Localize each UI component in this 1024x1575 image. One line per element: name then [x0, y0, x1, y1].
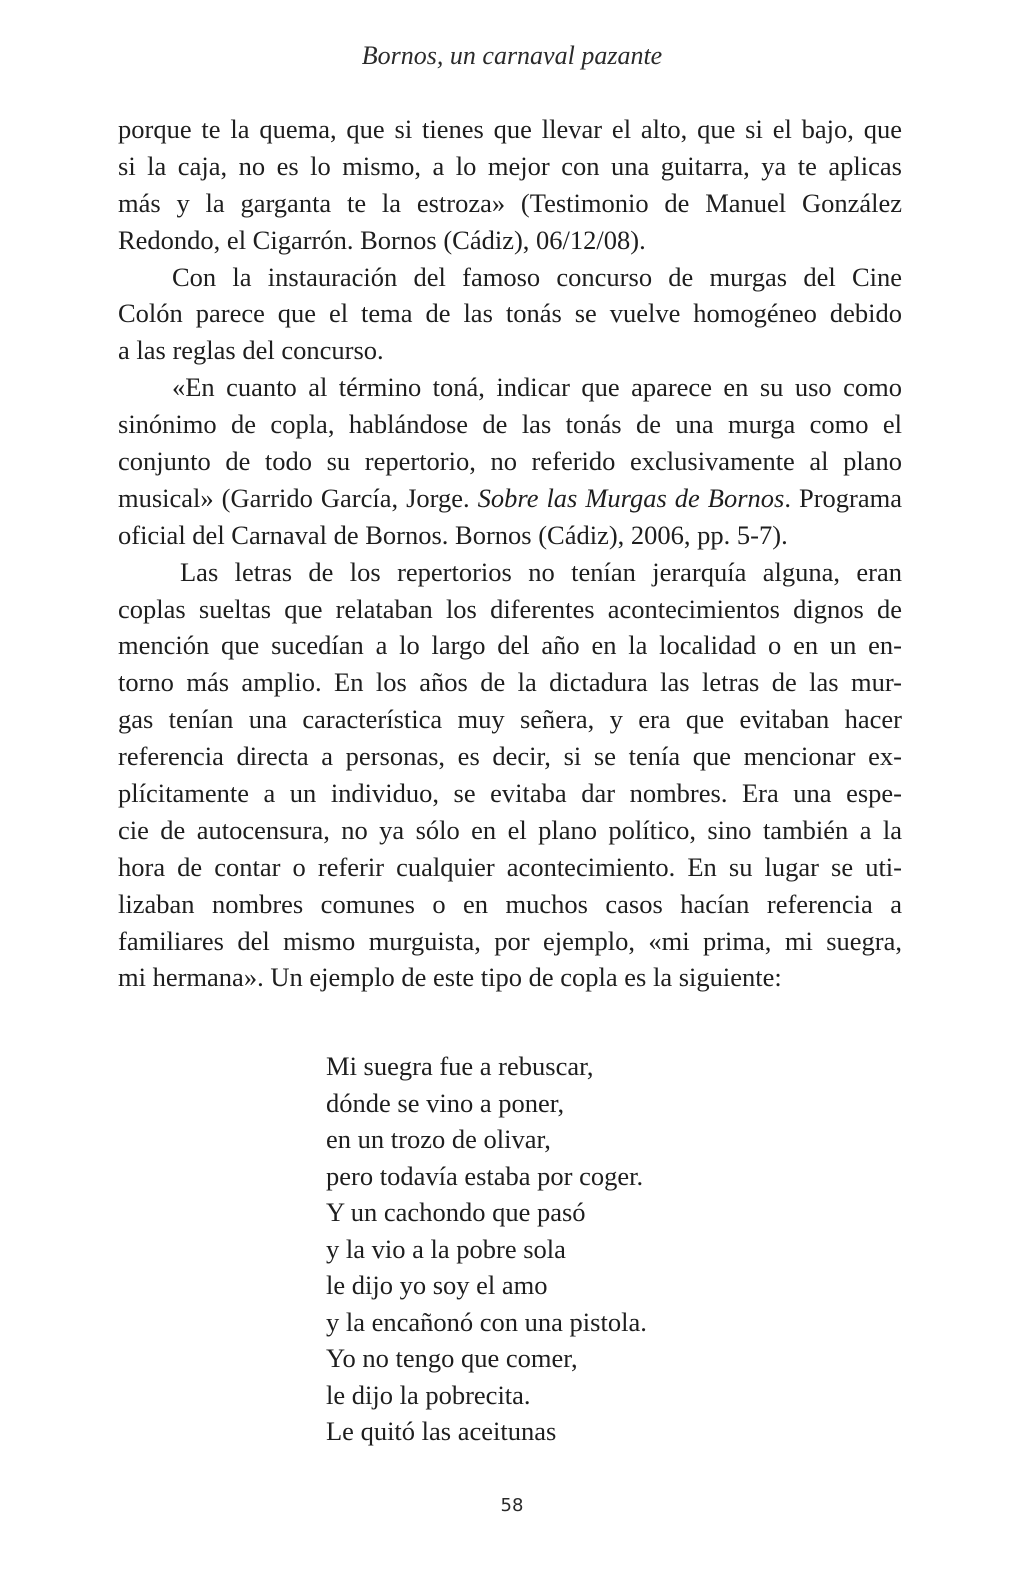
- text-line: porque te la quema, que si tienes que llevar el alto, que si el bajo, que: [118, 114, 902, 144]
- verse-line: y la encañonó con una pistola.: [326, 1306, 647, 1337]
- verse-line: en un trozo de olivar,: [326, 1124, 551, 1154]
- paragraph-2: [118, 259, 902, 370]
- verse-line: dónde se vino a poner,: [326, 1087, 565, 1118]
- text-line: referencia directa a personas, es decir, si se tenía que mencionar ex-: [118, 741, 902, 772]
- text-line: Colón parece que el tema de las tonás se vuelve homogéneo debido: [118, 298, 902, 329]
- text-line: más y la garganta te la estroza» (Testimonio de Manuel González: [118, 187, 902, 218]
- text-line: Redondo, el Cigarrón. Bornos (Cádiz), 06/12/08).: [118, 224, 646, 255]
- text-line: coplas sueltas que relataban los diferentes acontecimientos dignos de: [118, 593, 902, 624]
- paragraph-3: [118, 369, 902, 553]
- verse-line: Mi suegra fue a rebuscar,: [326, 1051, 594, 1081]
- text-line: conjunto de todo su repertorio, no referido exclusivamente al plano: [118, 446, 902, 477]
- page-number: 58: [500, 1495, 524, 1516]
- verse-line: Le quitó las aceitunas: [326, 1416, 557, 1446]
- copla-verse-block: [326, 1048, 647, 1450]
- text-line: plícitamente a un individuo, se evitaba dar nombres. Era una espe-: [118, 778, 902, 809]
- verse-line: le dijo la pobrecita.: [326, 1379, 531, 1410]
- text-line: sinónimo de copla, hablándose de las tonás de una murga como el: [118, 409, 902, 440]
- running-header: Bornos, un carnaval pazante: [361, 41, 663, 70]
- verse-line: Y un cachondo que pasó: [326, 1197, 586, 1227]
- text-line: hora de contar o referir cualquier acontecimiento. En su lugar se uti-: [118, 851, 902, 882]
- verse-line: le dijo yo soy el amo: [326, 1270, 548, 1300]
- text-line: gas tenían una característica muy señera, y era que evitaban hacer: [118, 704, 902, 735]
- verse-line: pero todavía estaba por coger.: [326, 1160, 644, 1191]
- text-line: mi hermana». Un ejemplo de este tipo de copla es la siguiente:: [118, 962, 782, 993]
- cited-work-title: Sobre las Murgas de Bornos: [477, 482, 785, 513]
- text-line: torno más amplio. En los años de la dictadura las letras de las mur-: [118, 667, 902, 698]
- text-line: Las letras de los repertorios no tenían jerarquía alguna, eran: [180, 556, 902, 587]
- verse-line: Yo no tengo que comer,: [326, 1343, 578, 1373]
- text-line: oficial del Carnaval de Bornos. Bornos (Cádiz), 2006, pp. 5-7).: [118, 519, 788, 550]
- text-line: lizaban nombres comunes o en muchos casos hacían referencia a: [118, 888, 902, 919]
- citation-text: musical» (Garrido García, Jorge.: [118, 482, 478, 513]
- text-line: a las reglas del concurso.: [118, 335, 384, 366]
- text-line: si la caja, no es lo mismo, a lo mejor con una guitarra, ya te aplicas: [118, 150, 902, 181]
- verse-line: y la vio a la pobre sola: [326, 1233, 566, 1264]
- citation-text: . Programa: [784, 482, 902, 513]
- text-line: Con la instauración del famoso concurso de murgas del Cine: [172, 261, 902, 292]
- text-line: familiares del mismo murguista, por ejemplo, «mi prima, mi suegra,: [118, 925, 902, 956]
- paragraph-1: [118, 111, 902, 259]
- paragraph-4: [118, 554, 902, 997]
- text-line: «En cuanto al término toná, indicar que aparece en su uso como: [172, 372, 902, 403]
- body-text: [118, 111, 902, 996]
- text-line: mención que sucedían a lo largo del año en la localidad o en un en-: [118, 630, 902, 661]
- text-line-with-citation: [118, 480, 902, 517]
- text-line: cie de autocensura, no ya sólo en el plano político, sino también a la: [118, 814, 902, 845]
